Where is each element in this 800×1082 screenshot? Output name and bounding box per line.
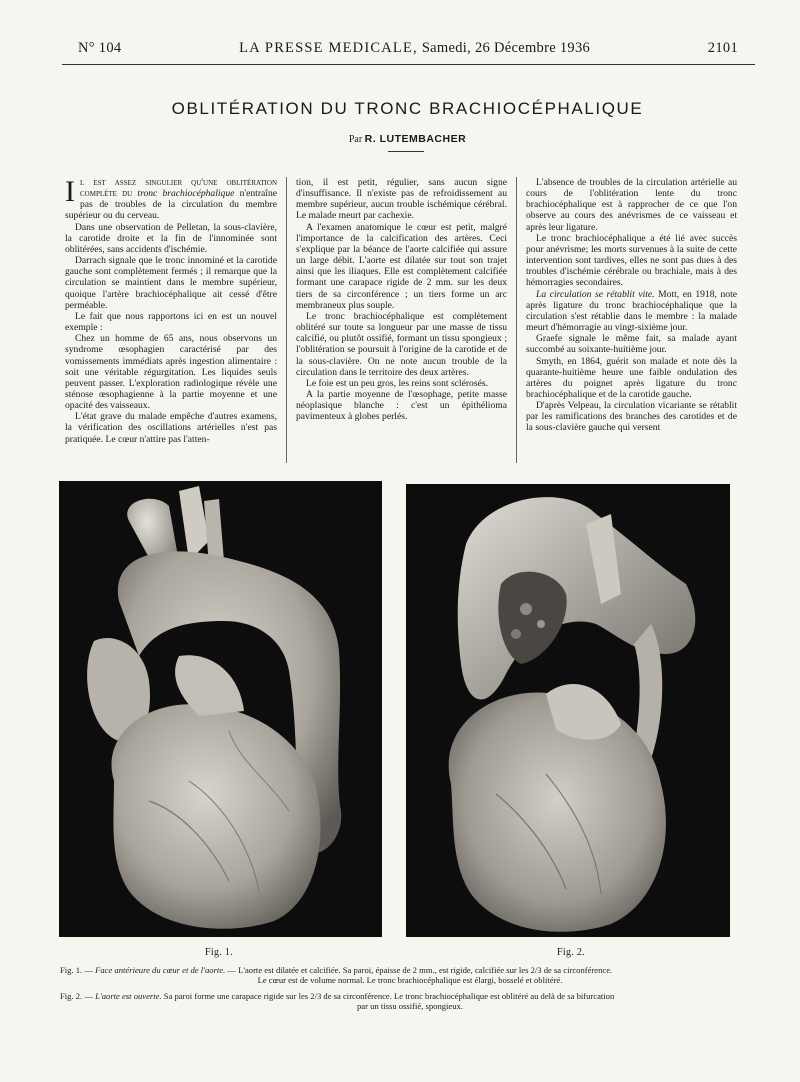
issue-number: N° 104 <box>78 40 122 56</box>
article-title: OBLITÉRATION DU TRONC BRACHIOCÉPHALIQUE <box>171 99 644 118</box>
opened-aorta-photo <box>406 484 730 937</box>
figure-1-caption: Fig. 1. — Face antérieure du cœur et de l'aorte. — L'aorte est dilatée et calcifiée. Sa paroi, épaisse de 2 mm., est rigide, calcifiée sur les 2/3 de sa circonférence. Le cœur est de volume normal. Le tronc brachiocéphalique est élargi, bosselé et oblitéré. <box>60 965 613 986</box>
paragraph: tion, il est petit, régulier, sans aucun signe d'insuffisance. Il n'existe pas de refroidissement au membre supérieur, aucun trouble ischémique cérébral. Le malade meurt par cachexie. <box>296 177 507 222</box>
journal-line <box>121 40 707 57</box>
header-rule <box>62 64 755 65</box>
article-body <box>56 177 746 463</box>
drop-cap: I <box>65 177 75 208</box>
paragraph: Le tronc brachiocéphalique est complètement oblitéré sur toute sa longueur par une masse de tissu calcifié, ou plutôt ossifié, formant un tissu spongieux ; l'oblitération se poursuit à l'origine de la carotide et de la sous-clavière. On ne note aucun trouble de la circulation dans le territoire des deux artères. <box>296 310 507 378</box>
paragraph: Le foie est un peu gros, les reins sont sclérosés. <box>306 377 488 389</box>
page-number: 2101 <box>707 40 738 56</box>
paragraph: A l'examen anatomique le cœur est petit, malgré l'importance de la calcification des artères. Ceci s'explique par la béance de l'aorte calcifiée qui assure un large débit. L'aorte est dilatée sur tout son trajet ainsi que les iliaques. Elle est complètement calcifiée formant une carapace rigide de 2 mm. sur les deux tiers de sa circonférence ; un tiers forme un arc membraneux plus souple. <box>296 221 507 311</box>
paragraph: Smyth, en 1864, guérit son malade et note dès la quarante-huitième heure une faible ondulation des artères du poignet après ligature du tronc brachiocéphalique et de la carotide gauche. <box>526 355 737 400</box>
paragraph: L'absence de troubles de la circulation artérielle au cours de l'oblitération lente du tronc brachiocéphalique est à rapprocher de ce que l'on observe au cours des anévrismes de ce vaisseau et après leur ligature. <box>526 177 737 233</box>
running-head <box>78 40 738 62</box>
heart-aorta-photo <box>59 481 382 937</box>
paragraph: Le tronc brachiocéphalique a été lié avec succès pour anévrisme; les morts survenues à la suite de cette intervention sont tardives, elles ne sont pas dues à des troubles d'ischémie cérébrale ou brachiale, mais à des hémorragies secondaires. <box>526 232 737 289</box>
paragraph: Le fait que nous rapportons ici en est un nouvel exemple : <box>65 310 277 334</box>
byline-prefix: Par <box>348 134 363 145</box>
paragraph: Il est assez singulier qu'une oblitération complète du tronc brachiocéphalique n'entraîne pas de troubles de la circulation du membre supérieur ou du cerveau. <box>65 177 277 222</box>
text-column-2 <box>286 177 516 463</box>
paragraph: La circulation se rétablit vite. Mott, en 1918, note après ligature du tronc brachiocéphalique que la circulation s'est rétablie dans le membre : la malade meurt d'hémorragie au vingt-sixième jour. <box>526 288 737 334</box>
author-name: R. LUTEMBACHER <box>364 133 467 145</box>
paragraph: L'état grave du malade empêche d'autres examens, la vérification des oscillations artérielles n'est pas pratiquée. Le cœur n'attire pas l'atten- <box>65 411 277 445</box>
paragraph: Dans une observation de Pelletan, la sous-clavière, la carotide droite et la fin de l'innominée sont oblitérées, sans accidents d'ischémie. <box>65 221 277 255</box>
byline <box>60 133 755 145</box>
title-rule <box>388 151 424 152</box>
figure-1-photo <box>59 481 382 937</box>
text-column-1 <box>56 177 286 463</box>
paragraph: Graefe signale le même fait, sa malade ayant succombé au soixante-huitième jour. <box>526 333 737 356</box>
paragraph: Chez un homme de 65 ans, nous observons un syndrome œsophagien caractérisé par des vomissements immédiats après ingestion alimentaire : soit une véritable régurgitation. Les liquides seuls peuvent passer. L'exploration radiologique révèle une sténose œsophagienne à la partie moyenne et une opacité des vaisseaux. <box>65 333 277 412</box>
text-column-3 <box>516 177 746 463</box>
figure-2-caption: Fig. 2. — L'aorte est ouverte. Sa paroi forme une carapace rigide sur les 2/3 de sa circonférence. Le tronc brachiocéphalique est oblitéré au delà de sa bifurcation par un tissu ossifié, spongieux. <box>60 991 615 1012</box>
figure-1-label: Fig. 1. <box>205 947 233 958</box>
paragraph: Darrach signale que le tronc innominé et la carotide gauche sont complètement fermés ; il remarque que la circulation se maintient dans le membre supérieur, quoique l'artère brachiocéphalique ait cessé d'être perméable. <box>65 255 277 311</box>
figure-2-photo <box>406 484 730 937</box>
journal-name: LA PRESSE MEDICALE, <box>239 40 418 56</box>
issue-date: Samedi, 26 Décembre 1936 <box>421 40 591 56</box>
figure-2-label: Fig. 2. <box>557 947 585 958</box>
paragraph: D'après Velpeau, la circulation vicariante se rétablit par les ramifications des branches des carotides et de la sous-clavière gauche qui versent <box>526 400 737 434</box>
paragraph: A la partie moyenne de l'œsophage, petite masse néoplasique blanche : c'est un épithélioma pavimenteux à globes perlés. <box>296 388 507 423</box>
